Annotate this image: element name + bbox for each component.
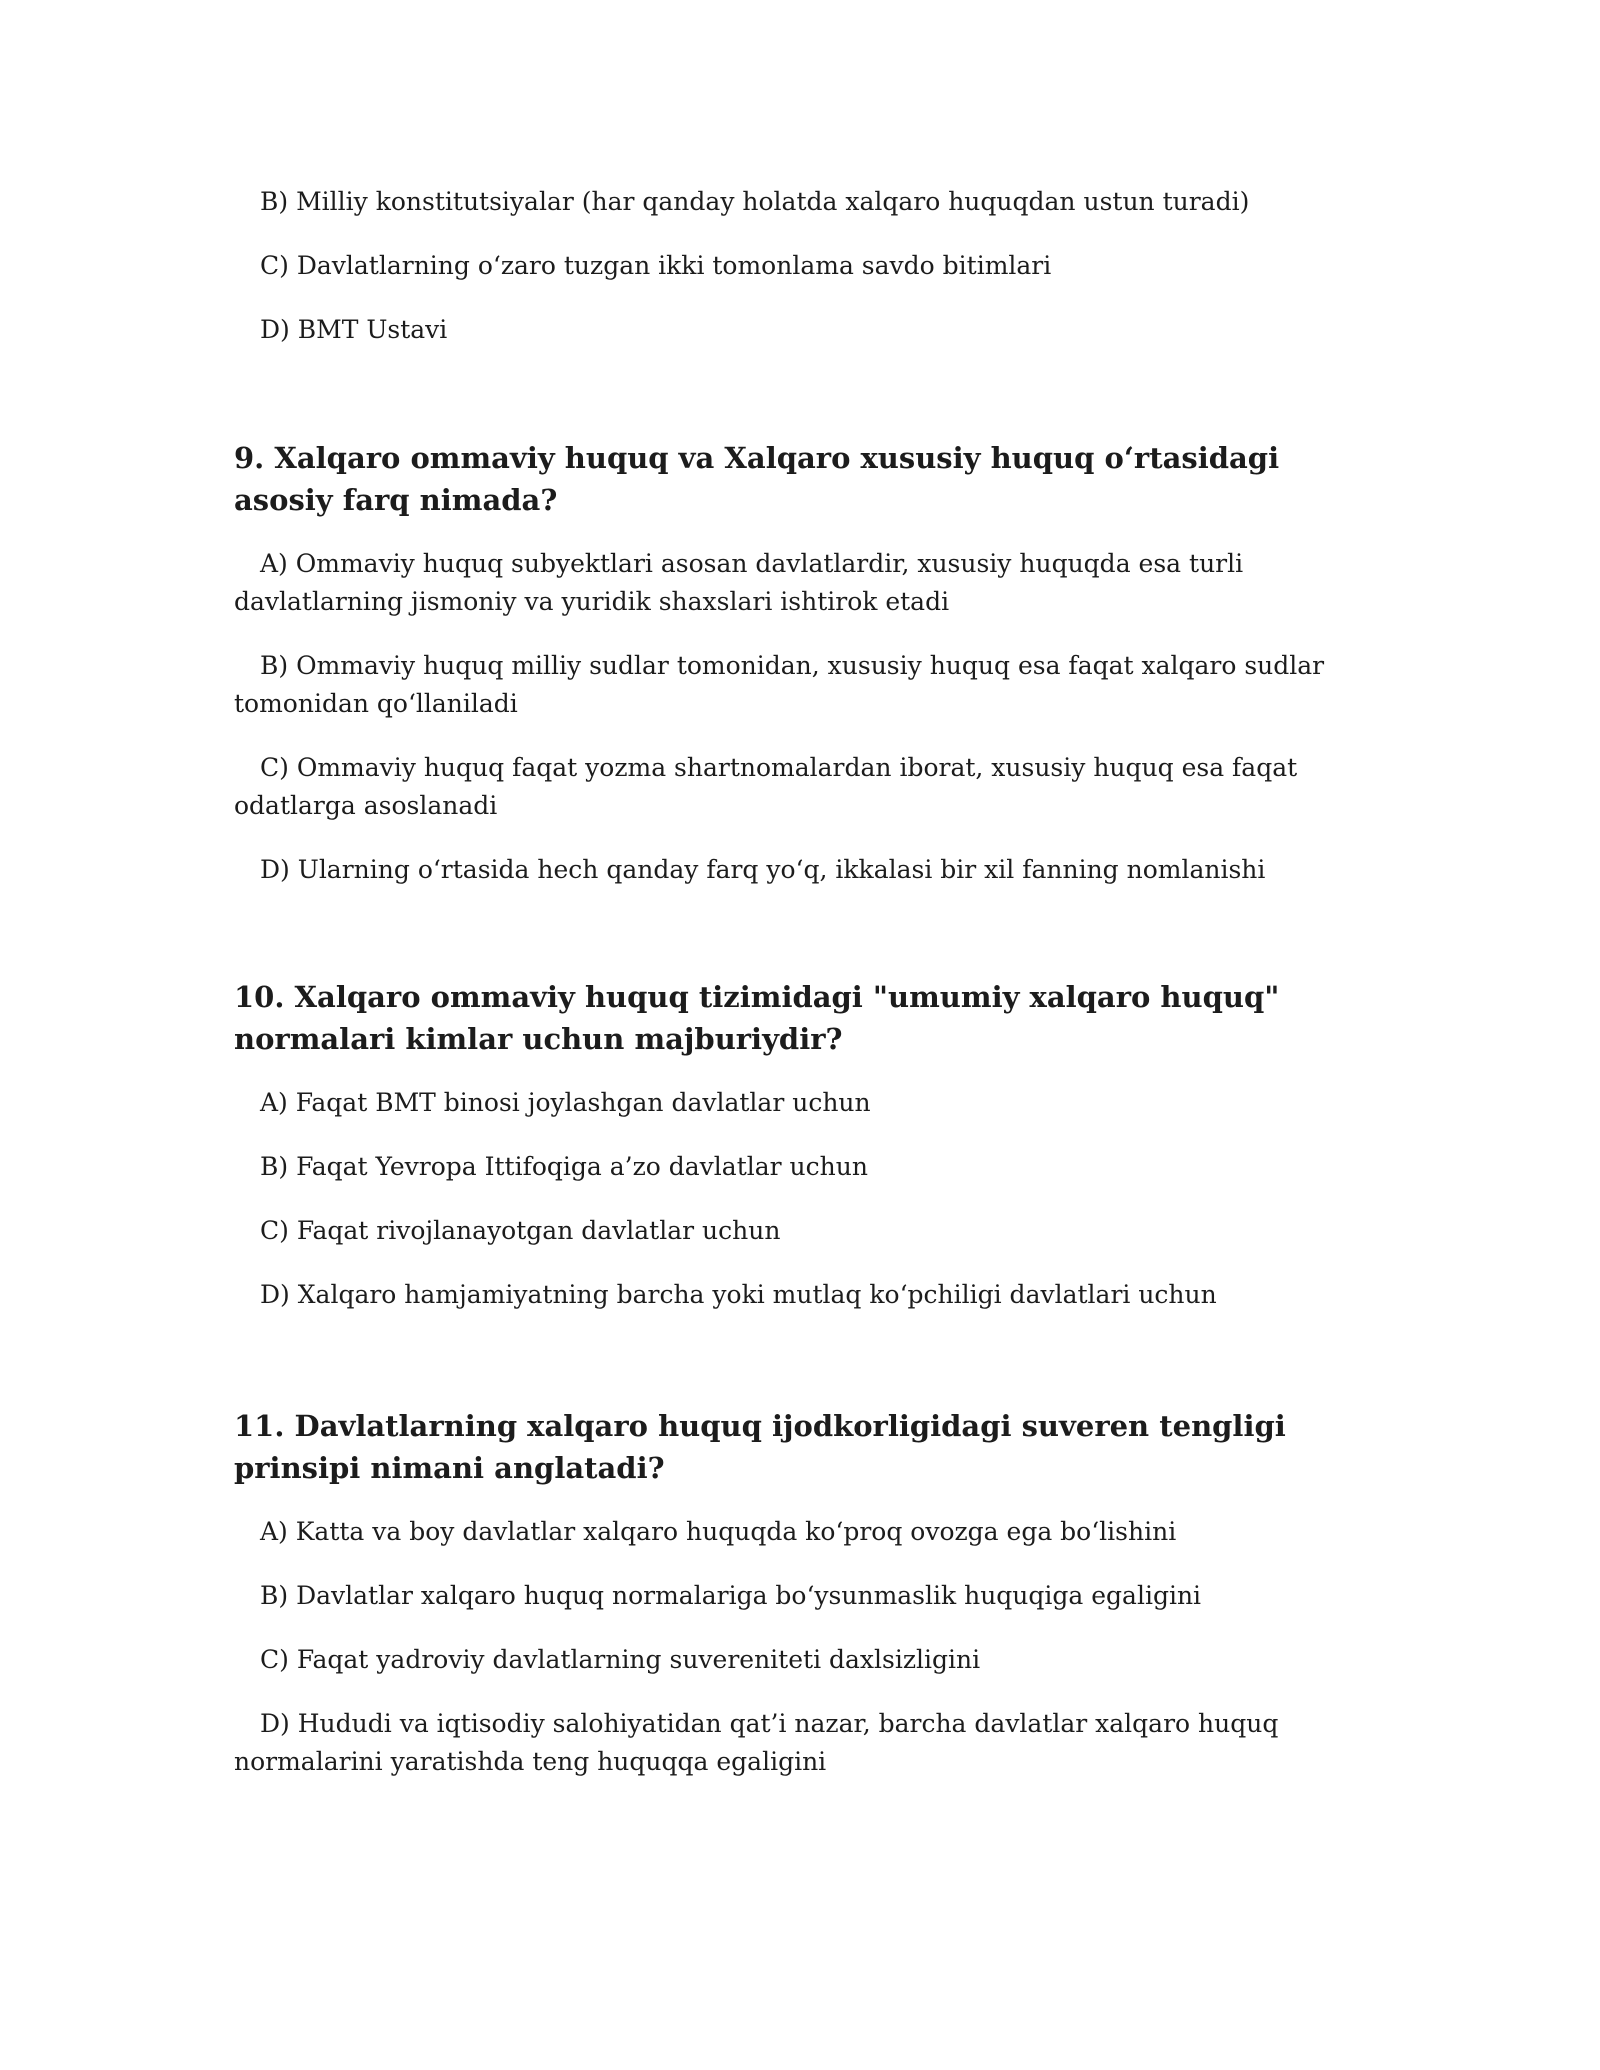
option-b: B) Ommaviy huquq milliy sudlar tomonidan, xususiy huquq esa faqat xalqaro sudlar tomonidan qo‘llaniladi [234,651,1325,718]
option-c: C) Ommaviy huquq faqat yozma shartnomalardan iborat, xususiy huquq esa faqat odatlarga asoslanadi [234,753,1298,820]
option-a: A) Katta va boy davlatlar xalqaro huquqda ko‘proq ovozga ega bo‘lishini [260,1517,1177,1546]
option-b: B) Davlatlar xalqaro huquq normalariga bo‘ysunmaslik huquqiga egaligini [260,1581,1202,1610]
option-d: D) Ularning o‘rtasida hech qanday farq yo‘q, ikkalasi bir xil fanning nomlanishi [260,855,1266,884]
question-11 [234,1405,1364,1781]
option-c: C) Faqat yadroviy davlatlarning suvereniteti daxlsizligini [260,1645,981,1674]
option-d: D) Hududi va iqtisodiy salohiyatidan qat’i nazar, barcha davlatlar xalqaro huquq normalarini yaratishda teng huquqqa egaligini [234,1709,1279,1776]
option-c: C) Faqat rivojlanayotgan davlatlar uchun [260,1216,781,1245]
option-d: D) BMT Ustavi [260,315,448,344]
option-d: D) Xalqaro hamjamiyatning barcha yoki mutlaq ko‘pchiligi davlatlari uchun [260,1280,1217,1309]
question-10 [234,976,1364,1314]
question-title: 9. Xalqaro ommaviy huquq va Xalqaro xususiy huquq o‘rtasidagi asosiy farq nimada? [234,441,1280,517]
option-a: A) Ommaviy huquq subyektlari asosan davlatlardir, xususiy huquqda esa turli davlatlarning jismoniy va yuridik shaxslari ishtirok etadi [234,549,1244,616]
option-b: B) Milliy konstitutsiyalar (har qanday holatda xalqaro huquqdan ustun turadi) [260,187,1250,216]
option-c: C) Davlatlarning o‘zaro tuzgan ikki tomonlama savdo bitimlari [260,251,1052,280]
option-b: B) Faqat Yevropa Ittifoqiga a’zo davlatlar uchun [260,1152,868,1181]
question-9 [234,437,1364,889]
question-title: 10. Xalqaro ommaviy huquq tizimidagi "umumiy xalqaro huquq" normalari kimlar uchun majburiydir? [234,980,1280,1056]
option-a: A) Faqat BMT binosi joylashgan davlatlar uchun [260,1088,871,1117]
question-title: 11. Davlatlarning xalqaro huquq ijodkorligidagi suveren tengligi prinsipi nimani anglatadi? [234,1409,1286,1485]
question-8-continued [234,183,1364,349]
